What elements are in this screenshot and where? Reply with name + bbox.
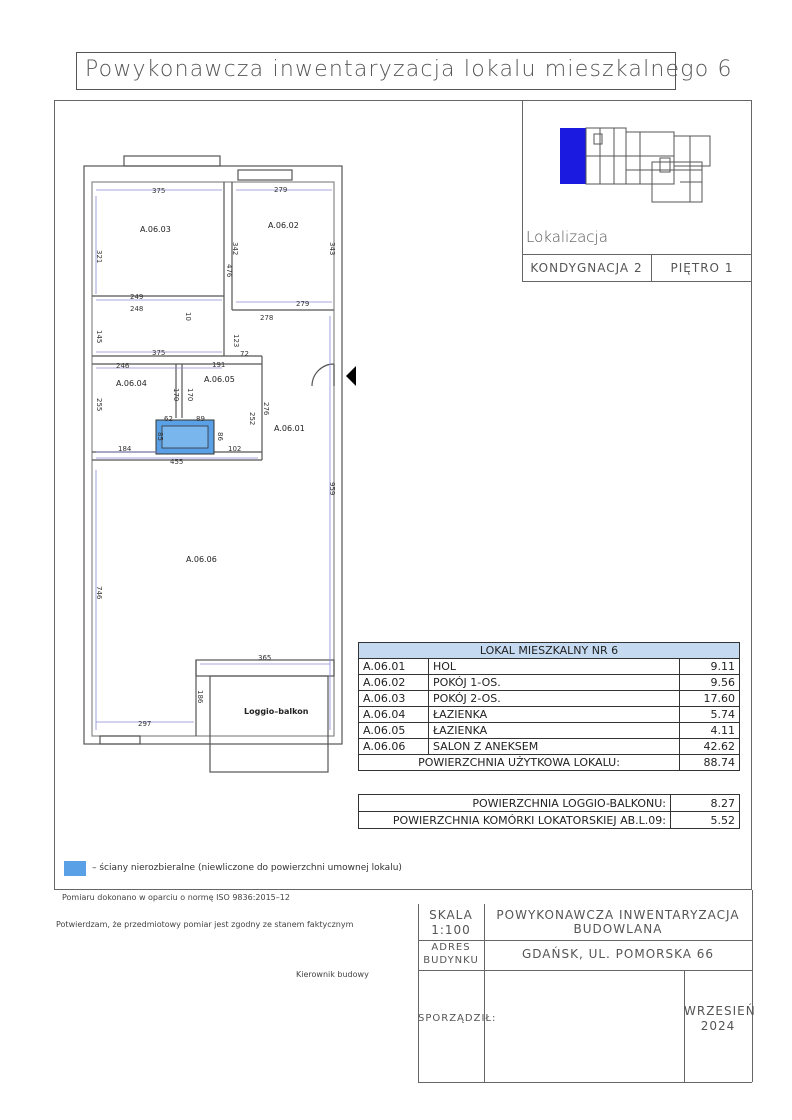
dim-label: 276 (262, 402, 270, 416)
dim-label: 343 (328, 242, 336, 256)
loggia-area-row: POWIERZCHNIA LOGGIO-BALKONU: 8.27 (359, 795, 740, 812)
room-label: A.06.03 (140, 225, 171, 234)
dim-label: 184 (118, 445, 132, 453)
location-label: Lokalizacja (526, 228, 608, 246)
window-top-1 (124, 156, 220, 166)
table-header: LOKAL MIESZKALNY NR 6 (359, 643, 740, 659)
adres-label-1: ADRES (431, 942, 471, 953)
dim-label: 959 (328, 482, 336, 496)
divider (418, 940, 752, 941)
dim-label: 746 (95, 586, 103, 600)
dim-label: 72 (240, 350, 249, 358)
table-total-row: POWIERZCHNIA UŻYTKOWA LOKALU: 88.74 (359, 755, 740, 771)
skala-label: SKALA (429, 908, 473, 922)
dim-label: 246 (116, 362, 130, 370)
dim-label: 102 (228, 445, 242, 453)
dim-label: 145 (95, 330, 103, 344)
document-title: Powykonawcza inwentaryzacja lokalu mieszkalnego 6 (85, 57, 733, 82)
storage-area-row: POWIERZCHNIA KOMÓRKI LOKATORSKIEJ AB.L.09: 5.52 (359, 812, 740, 829)
confirmation-text: Potwierdzam, że przedmiotowy pomiar jest zgodny ze stanem faktycznym (56, 920, 354, 929)
room-label: A.06.05 (204, 375, 235, 384)
sporzadzil-label: SPORZĄDZIŁ: (418, 1013, 497, 1024)
table-row: A.06.05 ŁAZIENKA 4.11 (359, 723, 740, 739)
dim-label: 170 (172, 388, 180, 402)
divider (418, 970, 752, 971)
dim-label: 86 (216, 432, 224, 441)
dim-label: 321 (95, 250, 103, 264)
legend-text: – ściany nierozbieralne (niewliczone do powierzchni umownej lokalu) (92, 863, 402, 873)
rooms-table (358, 642, 740, 771)
dim-label: 85 (156, 432, 164, 441)
dim-label: 279 (296, 300, 310, 308)
table-row: A.06.06 SALON Z ANEKSEM 42.62 (359, 739, 740, 755)
dim-label: 375 (152, 349, 166, 357)
divider (752, 890, 753, 1082)
dim-label: 89 (196, 415, 205, 423)
dim-label: 249 (130, 293, 144, 301)
dim-label: 278 (260, 314, 274, 322)
kierownik-label: Kierownik budowy (296, 970, 369, 979)
dim-label: 297 (138, 720, 152, 728)
dim-label: 248 (130, 305, 144, 313)
room-label: A.06.04 (116, 379, 147, 388)
skala-value: 1:100 (431, 923, 471, 937)
loggia-label: Loggio–balkon (244, 707, 309, 716)
dim-label: 123 (232, 334, 240, 348)
room-label: A.06.01 (274, 424, 305, 433)
divider (418, 1082, 752, 1083)
address-value: GDAŃSK, UL. POMORSKA 66 (521, 947, 715, 961)
doc-type-line1: POWYKONAWCZA INWENTARYZACJA (496, 908, 740, 922)
dim-label: 170 (186, 388, 194, 402)
pietro-label: PIĘTRO 1 (652, 254, 752, 282)
legend-swatch (64, 861, 86, 876)
table-row: A.06.04 ŁAZIENKA 5.74 (359, 707, 740, 723)
inner-wall (92, 182, 334, 736)
dim-label: 62 (164, 415, 173, 423)
table-row: A.06.01 HOL 9.11 (359, 659, 740, 675)
dim-label: 375 (152, 187, 166, 195)
date-year: 2024 (700, 1019, 736, 1033)
kondygnacja-label: KONDYGNACJA 2 (522, 254, 652, 282)
room-label: A.06.02 (268, 221, 299, 230)
dim-label: 252 (248, 412, 256, 426)
norm-text: Pomiaru dokonano w oparciu o normę ISO 9836:2015–12 (62, 893, 290, 902)
window-top-2 (238, 170, 292, 180)
dim-label: 255 (95, 398, 103, 412)
dim-label: 191 (212, 361, 226, 369)
loggia (210, 676, 328, 772)
dim-label: 10 (184, 312, 192, 321)
dim-label: 455 (170, 458, 184, 466)
dim-label: 186 (196, 690, 204, 704)
dim-label: 279 (274, 186, 288, 194)
room-label: A.06.06 (186, 555, 217, 564)
entrance-arrow-icon (346, 366, 356, 386)
table-row: A.06.03 POKÓJ 2-OS. 17.60 (359, 691, 740, 707)
dim-label: 365 (258, 654, 272, 662)
table-row: A.06.02 POKÓJ 1-OS. 9.56 (359, 675, 740, 691)
dim-label: 342 (231, 242, 239, 256)
adres-label-2: BUDYNKU (423, 955, 479, 966)
dim-label: 476 (225, 264, 233, 278)
outer-wall (84, 166, 342, 744)
extra-areas-table (358, 794, 740, 829)
date-month: WRZESIEŃ (684, 1004, 756, 1018)
doc-type-line2: BUDOWLANA (573, 922, 663, 936)
